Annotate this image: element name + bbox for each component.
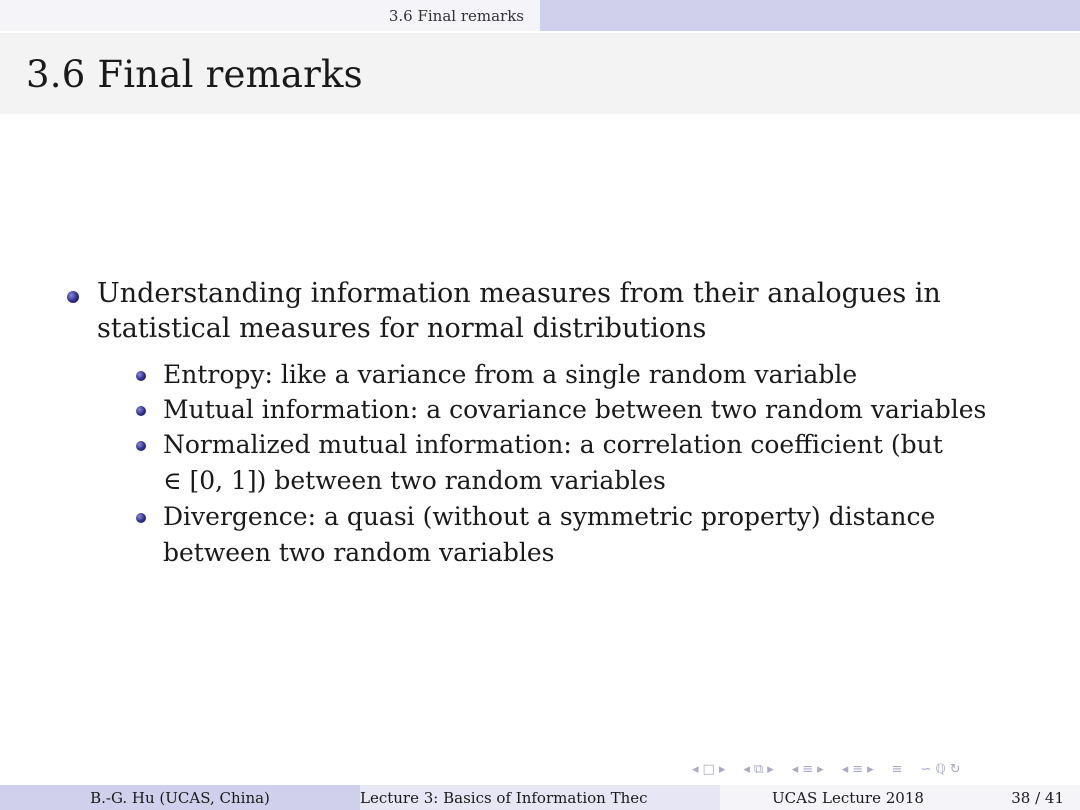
sub-bullet-entropy [163,357,1043,393]
search-nav-group [919,762,963,777]
section-navigation-bar [0,0,1080,31]
footer-lecture-segment [360,785,720,810]
footer-author: B.-G. Hu (UCAS, China) [90,788,270,807]
frame-title-bar [0,33,1080,114]
footer-lecture-title: Lecture 3: Basics of Information Thec [360,788,648,807]
current-section-segment[interactable] [0,0,540,31]
sub-bullet-text: Divergence: a quasi (without a symmetric property) distance [163,502,936,531]
frame-prev-icon[interactable]: ◂ [692,761,699,777]
sub-bullet-ball-icon [136,406,146,416]
sub-bullet-ball-icon [136,371,146,381]
footer-author-segment [0,785,360,810]
frame-icon[interactable]: □ [702,761,715,777]
bullet-ball-icon [67,291,79,303]
footer-venue: UCAS Lecture 2018 [772,788,924,807]
beamer-navigation-symbols [690,760,1075,778]
sub-bullet-mutual-information [163,392,1043,428]
sub-bullet-text: Mutual information: a covariance between two random variables [163,395,987,424]
subsection-icon[interactable]: ≡ [852,761,864,777]
subsection-nav-group [741,762,775,777]
bullet-text-line: statistical measures for normal distributions [97,313,707,344]
subframe-icon[interactable]: ⧉ [753,761,764,777]
bullet-item-main [97,276,1017,346]
bullet-text-line: Understanding information measures from their analogues in [97,278,941,309]
sub-bullet-text: between two random variables [163,537,555,567]
section-next-icon[interactable]: ▸ [817,761,824,777]
section-nav-group [790,762,826,777]
sub-bullet-divergence [163,499,1043,570]
search-back-icon[interactable]: ∽ [920,761,932,777]
sub-bullet-normalized-mutual-information [163,427,1043,498]
subsection-nav-group-2 [840,762,876,777]
slide-title: 3.6 Final remarks [26,53,363,96]
slide-footer [0,785,1080,810]
subsection-next-icon[interactable]: ▸ [867,761,874,777]
frame-next-icon[interactable]: ▸ [718,761,726,777]
align-icon[interactable]: ≡ [891,761,903,777]
sub-bullet-text: ∈ [0, 1]) between two random variables [163,465,666,495]
section-icon[interactable]: ≡ [802,761,814,777]
refresh-icon[interactable]: ↻ [949,761,961,777]
section-prev-icon[interactable]: ◂ [791,761,799,777]
footer-venue-segment [720,785,1080,810]
subsection-prev-icon[interactable]: ◂ [841,761,849,777]
current-section-label[interactable]: 3.6 Final remarks [388,6,524,25]
sub-bullet-text: Entropy: like a variance from a single random variable [163,360,858,389]
sub-bullet-ball-icon [136,513,146,523]
subframe-prev-icon[interactable]: ◂ [743,761,750,777]
section-bar-fill [540,0,1080,31]
align-nav-group [890,762,905,777]
footer-page-number: 38 / 41 [1011,788,1064,807]
subframe-next-icon[interactable]: ▸ [767,761,774,777]
frame-nav-group [690,762,727,777]
zoom-icon[interactable]: ℚ [935,761,946,777]
sub-bullet-ball-icon [136,441,146,451]
sub-bullet-text: Normalized mutual information: a correlation coefficient (but [163,430,943,459]
